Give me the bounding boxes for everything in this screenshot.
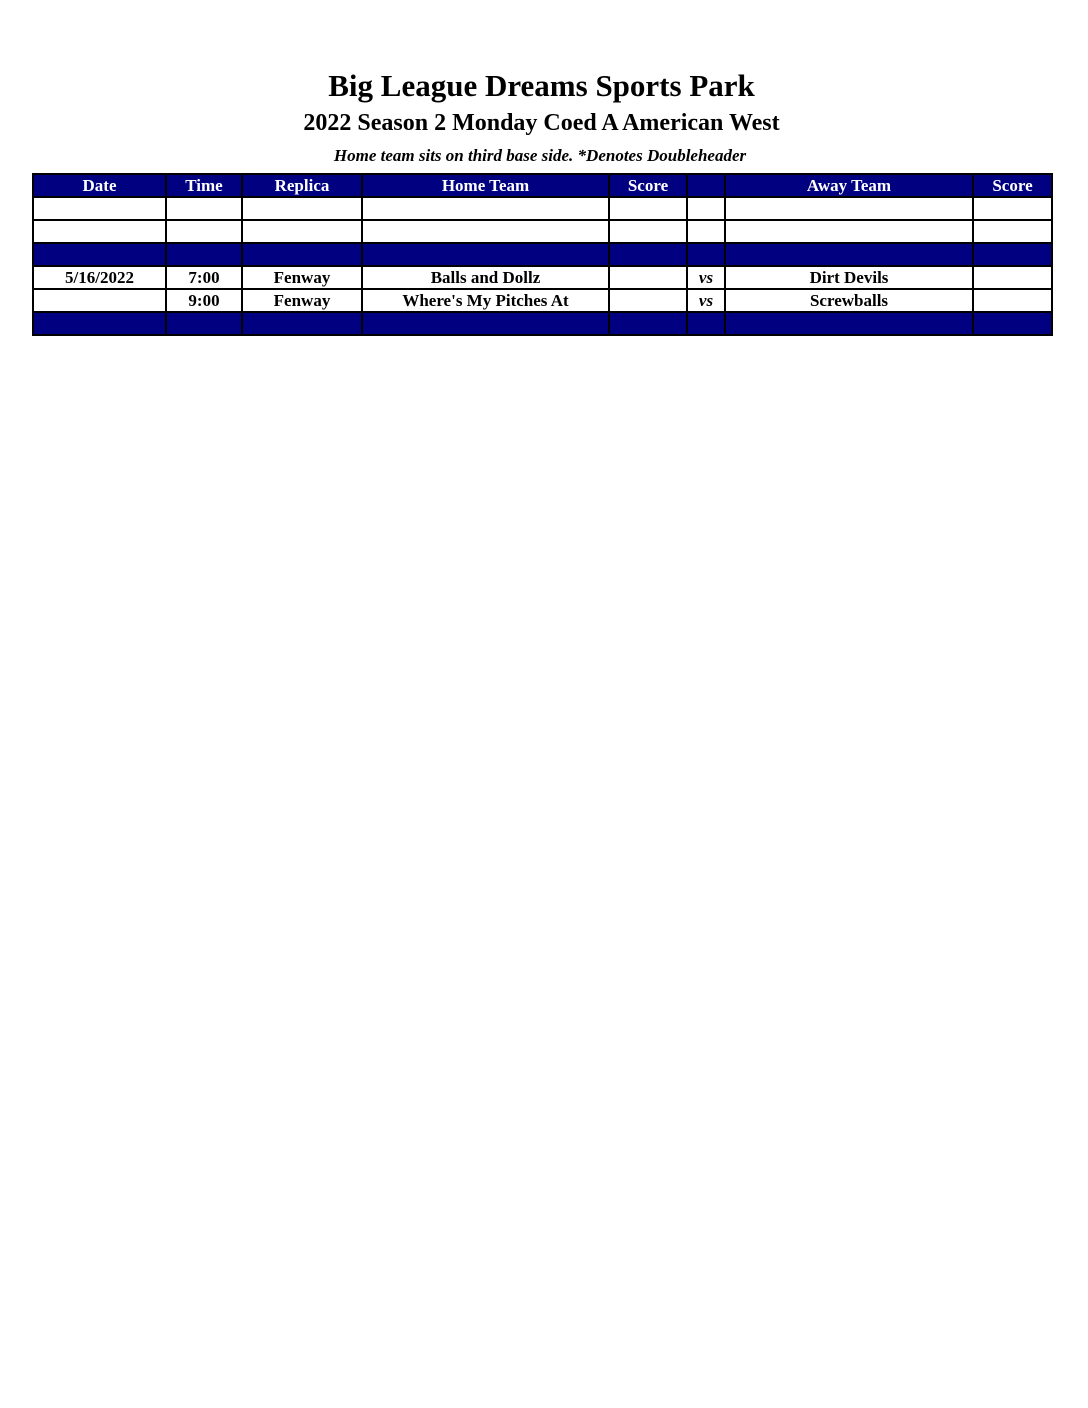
- table-cell: [609, 312, 687, 335]
- table-cell: [973, 243, 1052, 266]
- table-cell: [166, 312, 242, 335]
- home-score: [609, 289, 687, 312]
- table-cell: [362, 220, 609, 243]
- table-cell: [687, 312, 725, 335]
- table-cell: [166, 243, 242, 266]
- column-header-home-score: Score: [609, 174, 687, 197]
- table-header-row: [33, 174, 1052, 197]
- table-cell: [362, 243, 609, 266]
- table-cell: [973, 220, 1052, 243]
- table-cell: [687, 243, 725, 266]
- table-cell: [725, 312, 973, 335]
- game-field: Fenway: [242, 289, 362, 312]
- table-cell: [33, 197, 166, 220]
- table-cell: [242, 197, 362, 220]
- table-cell: [242, 312, 362, 335]
- column-header-away-score: Score: [973, 174, 1052, 197]
- versus-label: vs: [687, 266, 725, 289]
- blank-row: [33, 197, 1052, 220]
- table-cell: [166, 197, 242, 220]
- away-score: [973, 289, 1052, 312]
- game-field: Fenway: [242, 266, 362, 289]
- table-cell: [609, 220, 687, 243]
- away-score: [973, 266, 1052, 289]
- table-cell: [33, 220, 166, 243]
- versus-label: vs: [687, 289, 725, 312]
- table-cell: [609, 243, 687, 266]
- game-time: 9:00: [166, 289, 242, 312]
- column-header-time: Time: [166, 174, 242, 197]
- column-header-date: Date: [33, 174, 166, 197]
- column-header-replica: Replica: [242, 174, 362, 197]
- table-cell: [362, 197, 609, 220]
- home-team: Where's My Pitches At: [362, 289, 609, 312]
- table-cell: [687, 197, 725, 220]
- game-time: 7:00: [166, 266, 242, 289]
- table-cell: [725, 220, 973, 243]
- table-cell: [609, 197, 687, 220]
- game-row: [33, 289, 1052, 312]
- away-team: Dirt Devils: [725, 266, 973, 289]
- schedule-note: Home team sits on third base side. *Denotes Doubleheader: [333, 146, 747, 165]
- divider-row: [33, 243, 1052, 266]
- table-cell: [973, 312, 1052, 335]
- page-subtitle: 2022 Season 2 Monday Coed A American West: [303, 110, 780, 136]
- table-cell: [166, 220, 242, 243]
- table-cell: [362, 312, 609, 335]
- table-cell: [973, 197, 1052, 220]
- game-row: [33, 266, 1052, 289]
- table-cell: [242, 220, 362, 243]
- blank-row: [33, 220, 1052, 243]
- table-cell: [33, 243, 166, 266]
- column-header-away-team: Away Team: [725, 174, 973, 197]
- column-header-home-team: Home Team: [362, 174, 609, 197]
- table-cell: [725, 243, 973, 266]
- schedule-table: [32, 173, 1053, 336]
- away-team: Screwballs: [725, 289, 973, 312]
- divider-row: [33, 312, 1052, 335]
- table-cell: [687, 220, 725, 243]
- game-date: 5/16/2022: [33, 266, 166, 289]
- table-cell: [242, 243, 362, 266]
- column-header-vs: [687, 174, 725, 197]
- table-cell: [33, 312, 166, 335]
- home-team: Balls and Dollz: [362, 266, 609, 289]
- home-score: [609, 266, 687, 289]
- game-date: [33, 289, 166, 312]
- page-title: Big League Dreams Sports Park: [328, 68, 755, 103]
- table-cell: [725, 197, 973, 220]
